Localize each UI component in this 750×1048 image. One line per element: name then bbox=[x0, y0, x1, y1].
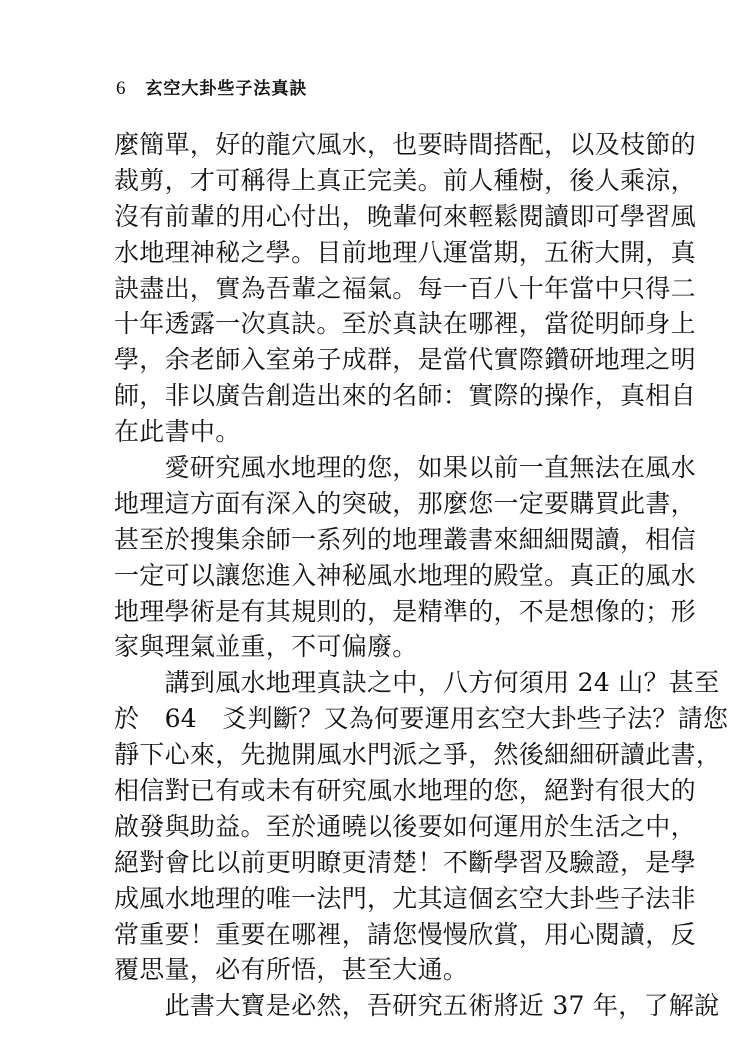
running-header bbox=[116, 74, 307, 100]
text-line: 愛研究風水地理的您，如果以前一直無法在風水 bbox=[114, 453, 696, 483]
paragraph-3 bbox=[114, 665, 729, 988]
text-line: 覆思量，必有所悟，甚至大通。 bbox=[114, 955, 469, 985]
text-line: 地理學術是有其規則的，是精準的，不是想像的；形 bbox=[114, 596, 696, 626]
text-line: 沒有前輩的用心付出，晚輩何來輕鬆閱讀即可學習風 bbox=[114, 201, 696, 231]
text-line: 講到風水地理真訣之中，八方何須用 24 山？甚至 bbox=[114, 668, 720, 698]
text-line: 水地理神秘之學。目前地理八運當期，五術大開，真 bbox=[114, 237, 696, 267]
text-line: 在此書中。 bbox=[114, 417, 241, 447]
page-number: 6 bbox=[116, 78, 127, 99]
text-line: 相信對已有或未有研究風水地理的您，絕對有很大的 bbox=[114, 776, 696, 806]
paragraph-1 bbox=[114, 127, 696, 450]
text-line: 絕對會比以前更明瞭更清楚！不斷學習及驗證，是學 bbox=[114, 847, 696, 877]
paragraph-4 bbox=[114, 988, 720, 1024]
text-line: 裁剪，才可稱得上真正完美。前人種樹，後人乘涼， bbox=[114, 165, 696, 195]
paragraph-2 bbox=[114, 450, 696, 665]
text-line: 常重要！重要在哪裡，請您慢慢欣賞，用心閱讀，反 bbox=[114, 919, 696, 949]
text-line: 地理這方面有深入的突破，那麼您一定要購買此書， bbox=[114, 488, 696, 518]
text-line: 麼簡單，好的龍穴風水，也要時間搭配，以及枝節的 bbox=[114, 130, 696, 159]
body-text bbox=[114, 127, 729, 1024]
text-line: 啟發與助益。至於通曉以後要如何運用於生活之中， bbox=[114, 811, 696, 841]
text-line: 成風水地理的唯一法門，尤其這個玄空大卦些子法非 bbox=[114, 883, 696, 913]
text-line: 學，余老師入室弟子成群，是當代實際鑽研地理之明 bbox=[114, 345, 696, 375]
text-line: 一定可以讓您進入神秘風水地理的殿堂。真正的風水 bbox=[114, 560, 696, 590]
text-line: 十年透露一次真訣。至於真訣在哪裡，當從明師身上 bbox=[114, 309, 696, 339]
text-line: 靜下心來，先拋開風水門派之爭，然後細細研讀此書， bbox=[114, 740, 722, 770]
book-title: 玄空大卦些子法真訣 bbox=[145, 79, 308, 99]
text-line: 甚至於搜集余師一系列的地理叢書來細細閱讀，相信 bbox=[114, 524, 696, 554]
text-line: 此書大寶是必然，吾研究五術將近 37 年，了解說 bbox=[114, 991, 720, 1021]
text-line: 家與理氣並重，不可偏廢。 bbox=[114, 632, 418, 662]
text-line: 於 64 爻判斷？又為何要運用玄空大卦些子法？請您 bbox=[114, 704, 729, 734]
text-line: 師，非以廣告創造出來的名師：實際的操作，真相自 bbox=[114, 381, 696, 411]
text-line: 訣盡出，實為吾輩之福氣。每一百八十年當中只得二 bbox=[114, 273, 696, 303]
